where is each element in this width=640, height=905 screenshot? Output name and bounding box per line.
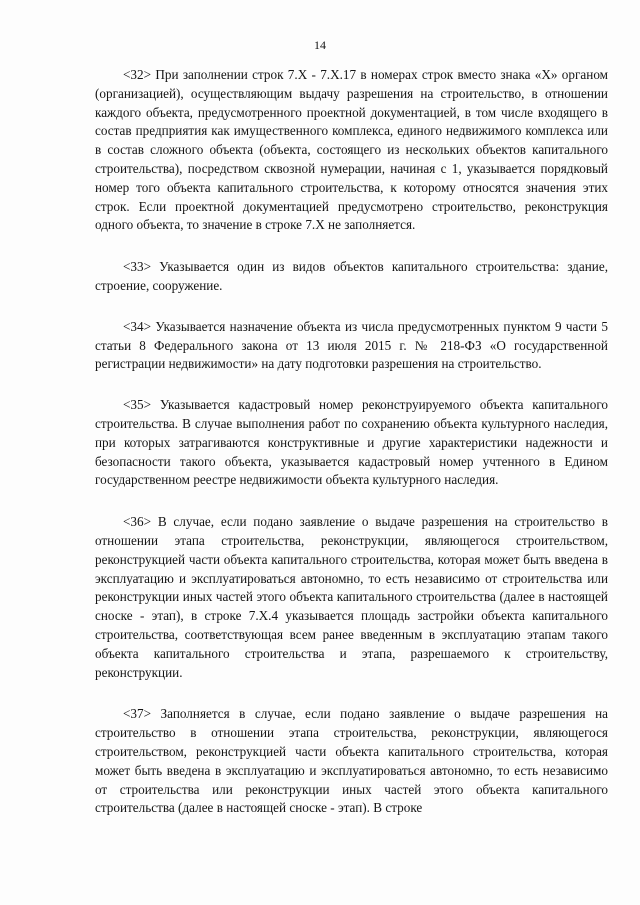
footnote-34 — [95, 318, 608, 374]
footnotes-body — [95, 66, 608, 841]
footnote-text: Указывается назначение объекта из числа предусмотренных пунктом 9 части 5 статьи 8 Федерального закона от 13 июля 2015 г. № 218-ФЗ «О государственной регистрации недвижимости» на дату подготовки разрешения на строительство. — [95, 318, 608, 372]
footnote-36 — [95, 513, 608, 682]
footnote-32 — [95, 66, 608, 235]
footnote-35 — [95, 396, 608, 490]
footnote-text: При заполнении строк 7.Х - 7.Х.17 в номерах строк вместо знака «Х» органом (организацией), осуществляющим выдачу разрешения на строительство, в отношении каждого объекта, предусмотренного проектной документацией, в том числе входящего в состав предприятия как имущественного комплекса, единого недвижимого комплекса или в состав сложного объекта (объекта, состоящего из нескольких объектов капитального строительства), посредством сквозной нумерации, начиная с 1, указывается порядковый номер того объекта капитального строительства, к которому относятся значения этих строк. Если проектной документацией предусмотрено строительство, реконструкция одного объекта, то значение в строке 7.Х не заполняется. — [95, 67, 609, 233]
footnote-33 — [95, 258, 608, 296]
footnote-marker: <32> — [123, 67, 152, 82]
footnote-marker: <36> — [123, 514, 152, 530]
footnote-text: Указывается кадастровый номер реконструируемого объекта капитального строительства. В случае выполнения работ по сохранению объекта культурного наследия, при которых затрагиваются конструктивные и другие характеристики надежности и безопасности такого объекта, указывается кадастровый номер учтенного в Едином государственном реестре недвижимости объекта культурного наследия. — [95, 397, 609, 488]
footnote-text: Заполняется в случае, если подано заявление о выдаче разрешения на строительство в отношении этапа строительства, реконструкции, являющегося строительством, реконструкцией части объекта капитального строительства, которая может быть введена в эксплуатацию и эксплуатироваться автономно, то есть независимо от строительства или реконструкции иных частей этого объекта капитального строительства (далее в настоящей сноске - этап). В строке — [95, 706, 609, 816]
footnote-marker: <33> — [123, 259, 152, 275]
footnote-marker: <34> — [123, 318, 152, 334]
footnote-marker: <37> — [123, 706, 152, 722]
footnote-marker: <35> — [123, 397, 152, 413]
page-number: 14 — [314, 38, 326, 52]
footnote-text: В случае, если подано заявление о выдаче разрешения на строительство в отношении этапа строительства, реконструкции, являющегося строительством, реконструкцией части объекта капитального строительства, которая может быть введена в эксплуатацию и эксплуатироваться автономно, то есть независимо от строительства или реконструкции иных частей этого объекта капитального строительства (далее в настоящей сноске - этап), в строке 7.Х.4 указывается площадь застройки объекта капитального строительства, соответствующая всем ранее введенным в эксплуатацию этапам такого объекта капитального строительства и этапа, разрешаемого к строительству, реконструкции. — [95, 514, 608, 680]
footnote-text: Указывается один из видов объектов капитального строительства: здание, строение, сооружение. — [95, 259, 608, 293]
footnote-37 — [95, 705, 608, 818]
